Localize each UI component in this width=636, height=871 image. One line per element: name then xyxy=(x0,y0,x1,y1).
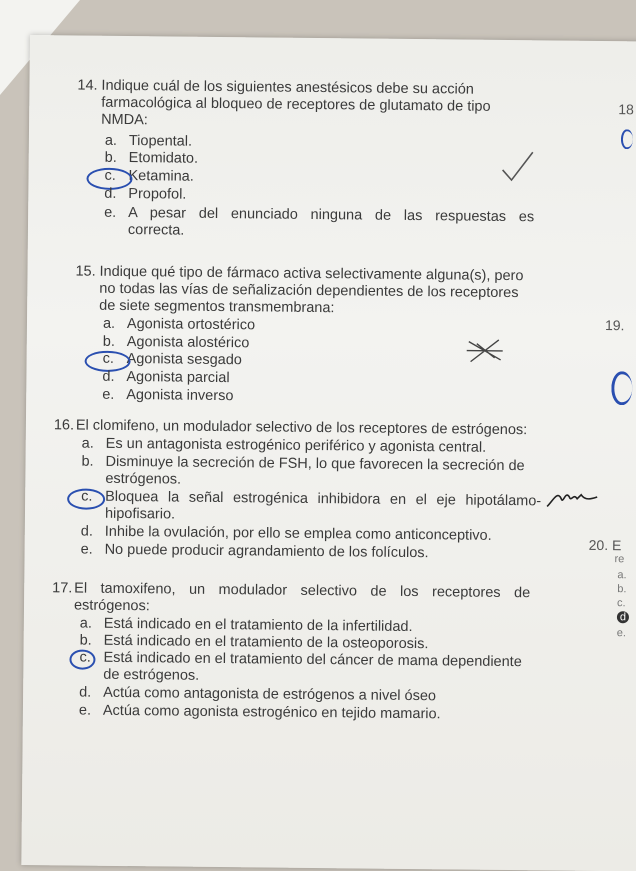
q16-option-e xyxy=(81,542,429,563)
q20-option-e-fragment: e. xyxy=(616,627,627,640)
option-text: Actúa como agonista estrogénico en tejido mamario. xyxy=(102,702,441,723)
q19-number-fragment: 19. xyxy=(604,317,625,334)
option-letter: a. xyxy=(79,615,93,632)
option-letter: e. xyxy=(102,386,115,403)
q14-option-e-line2: correcta. xyxy=(127,222,185,239)
option-letter: c. xyxy=(79,649,91,666)
option-letter: b. xyxy=(104,149,117,166)
option-letter: a. xyxy=(104,132,118,149)
option-text: Está indicado en el tratamiento del cáncer de mama dependiente xyxy=(103,649,522,671)
q16-stem-line1: El clomifeno, un modulador selectivo de los receptores de estrógenos: xyxy=(75,417,528,439)
option-text: Ketamina. xyxy=(128,168,194,185)
q14-option-d xyxy=(104,186,186,204)
q15-option-d xyxy=(102,369,229,387)
q16-number: 16. xyxy=(53,417,75,434)
q15-stem-line1: Indique qué tipo de fármaco activa selectivamente alguna(s), pero xyxy=(99,263,524,285)
option-text: Agonista alostérico xyxy=(126,334,250,352)
option-letter: b. xyxy=(79,632,92,649)
q14-number: 14. xyxy=(77,77,98,94)
option-letter: d. xyxy=(80,523,93,540)
option-letter: d. xyxy=(102,368,115,385)
q20-number-fragment: 20. E xyxy=(588,536,622,554)
q16-option-c-line2: hipofisario. xyxy=(104,505,176,523)
checkmark-icon xyxy=(498,148,538,188)
q20-option-a-fragment: a. xyxy=(617,569,627,582)
option-letter: a. xyxy=(81,435,94,452)
q14-stem-line1: Indique cuál de los siguientes anestésicos debe su acción xyxy=(101,77,474,98)
q15-option-a xyxy=(103,316,255,335)
option-text: Agonista parcial xyxy=(126,369,230,387)
q17-number: 17. xyxy=(52,580,73,597)
option-letter: b. xyxy=(102,333,115,350)
option-text: A pesar del enunciado ninguna de las respuestas es xyxy=(128,205,535,226)
option-text: Bloquea la señal estrogénica inhibidora en el eje hipotálamo- xyxy=(105,488,542,510)
option-letter: d. xyxy=(79,684,92,701)
q18-circle-fragment xyxy=(621,129,633,149)
q18-number-fragment: 18 xyxy=(618,101,634,118)
option-letter: c. xyxy=(104,167,116,184)
option-letter: c. xyxy=(102,350,114,367)
q16-answer-circle xyxy=(67,488,105,509)
q19-circle-fragment xyxy=(611,371,632,405)
q15-option-e xyxy=(102,387,233,405)
handwritten-scribble-icon xyxy=(545,486,601,513)
q17-option-e xyxy=(79,703,441,724)
option-letter: b. xyxy=(81,453,94,470)
q20-text-fragment: re xyxy=(614,553,625,566)
q14-option-a xyxy=(105,133,192,151)
exam-sheet xyxy=(21,35,636,871)
option-text: Es un antagonista estrogénico periférico y agonista central. xyxy=(105,435,487,456)
q20-option-c-fragment: c. xyxy=(617,597,626,610)
option-text: Etomidato. xyxy=(128,150,199,167)
option-letter: e. xyxy=(80,541,93,558)
q15-stem-line3: de siete segmentos transmembrana: xyxy=(99,297,335,317)
star-scribble-icon xyxy=(465,336,505,366)
option-text: Disminuye la secreción de FSH, lo que favorecen la secreción de xyxy=(105,453,525,475)
option-letter: a. xyxy=(102,315,116,332)
q17-answer-circle xyxy=(69,649,95,669)
q17-stem-line1: El tamoxifeno, un modulador selectivo de los receptores de xyxy=(74,580,531,602)
q14-stem-line3: NMDA: xyxy=(101,111,148,129)
q14-stem-line2: farmacológica al bloqueo de receptores de glutamato de tipo xyxy=(101,94,491,115)
option-text: Agonista ortostérico xyxy=(126,316,256,334)
option-text: Tiopental. xyxy=(128,133,193,150)
q20-option-d-fragment: d xyxy=(617,611,629,623)
option-text: Propofol. xyxy=(128,186,187,203)
q17-stem-line2: estrógenos: xyxy=(73,597,150,615)
q16-option-b-line2: estrógenos. xyxy=(105,470,182,488)
q20-option-b-fragment: b. xyxy=(617,583,627,596)
q17-option-c-line2: de estrógenos. xyxy=(103,666,200,684)
option-letter: e. xyxy=(104,204,117,221)
q15-number: 15. xyxy=(75,263,96,280)
option-letter: e. xyxy=(78,702,92,719)
q15-stem-line2: no todas las vías de señalización dependientes de los receptores xyxy=(99,280,519,302)
option-text: Está indicado en el tratamiento de la infertilidad. xyxy=(103,615,413,636)
option-text: Actúa como antagonista de estrógenos a nivel óseo xyxy=(103,684,437,705)
option-text: Está indicado en el tratamiento de la osteoporosis. xyxy=(103,632,429,653)
q15-option-b xyxy=(103,334,250,353)
option-text: Inhibe la ovulación, por ello se emplea como anticonceptivo. xyxy=(104,523,492,544)
option-text: Agonista inverso xyxy=(126,387,234,405)
option-text: Agonista sesgado xyxy=(126,351,242,369)
option-letter: d. xyxy=(104,185,117,202)
q14-option-b xyxy=(105,150,199,168)
option-letter: c. xyxy=(81,488,93,505)
option-text: No puede producir agrandamiento de los folículos. xyxy=(104,541,429,562)
